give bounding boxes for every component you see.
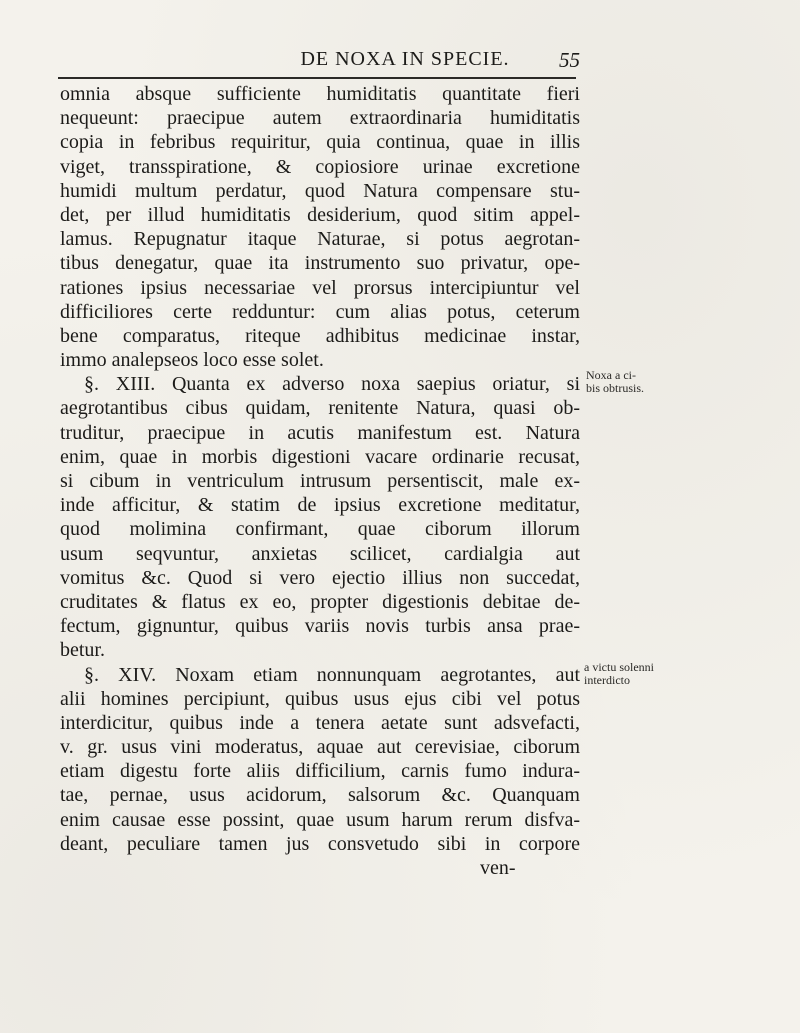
margin-note-line: Noxa a ci-: [586, 368, 636, 382]
text-line: deant, peculiare tamen jus consvetudo sibi in corpore: [60, 832, 580, 855]
paragraph-start-line: §. XIII. Quanta ex adverso noxa saepius oriatur, si: [84, 373, 580, 396]
running-head: [0, 48, 800, 78]
text-line: tibus denegatur, quae ita instrumento suo privatur, ope-: [60, 252, 580, 275]
text-line: vomitus &c. Quod si vero ejectio illius non succedat,: [60, 566, 580, 589]
text-line: tae, pernae, usus acidorum, salsorum &c. Quanquam: [60, 784, 580, 807]
paragraph-start-line: §. XIV. Noxam etiam nonnunquam aegrotantes, aut: [84, 663, 580, 686]
text-line: betur.: [60, 639, 105, 662]
header-rule: [58, 77, 576, 79]
text-line: omnia absque sufficiente humiditatis quantitate fieri: [60, 83, 580, 105]
page-number: 55: [559, 48, 580, 72]
text-line: v. gr. usus vini moderatus, aquae aut cerevisiae, ciborum: [60, 736, 580, 759]
margin-note: [586, 369, 644, 395]
margin-note-line: interdicto: [584, 673, 630, 687]
text-line: truditur, praecipue in acutis manifestum est. Natura: [60, 421, 580, 444]
text-line: si cibum in ventriculum intrusum persentiscit, male ex-: [60, 470, 580, 492]
text-line: rationes ipsius necessariae vel prorsus intercipiuntur vel: [60, 276, 580, 299]
text-line: cruditates & flatus ex eo, propter digestionis debitae de-: [60, 590, 580, 613]
catchword: ven-: [480, 857, 516, 879]
text-line: enim causae esse possint, quae usum harum rerum disfva-: [60, 808, 580, 831]
text-line: aegrotantibus cibus quidam, renitente Natura, quasi ob-: [60, 397, 580, 420]
body-text: [60, 82, 580, 880]
margin-note: [584, 661, 654, 687]
text-line: lamus. Repugnatur itaque Naturae, si potus aegrotan-: [60, 228, 580, 251]
text-line: alii homines percipiunt, quibus usus ejus cibi vel potus: [60, 687, 580, 710]
margin-note-line: bis obtrusis.: [586, 381, 645, 395]
text-line: usum seqvuntur, anxietas scilicet, cardialgia aut: [60, 542, 580, 565]
text-line: etiam digestu forte aliis difficilium, carnis fumo indura-: [60, 760, 580, 783]
text-line: immo analepseos loco esse solet.: [60, 349, 324, 372]
running-title: DE NOXA IN SPECIE.: [300, 48, 510, 70]
text-line: difficiliores certe redduntur: cum alias potus, ceterum: [60, 300, 580, 323]
text-line: fectum, gignuntur, quibus variis novis turbis ansa prae-: [60, 615, 580, 638]
text-line: viget, transspiratione, & copiosiore urinae excretione: [60, 155, 580, 178]
text-line: interdicitur, quibus inde a tenera aetate sunt adsvefacti,: [60, 711, 580, 734]
text-line: inde afficitur, & statim de ipsius excretione meditatur,: [60, 494, 580, 517]
text-line: bene comparatus, riteque adhibitus medicinae instar,: [60, 324, 580, 347]
text-line: humidi multum perdatur, quod Natura compensare stu-: [60, 179, 580, 202]
margin-note-line: a victu solenni: [584, 660, 654, 674]
text-line: det, per illud humiditatis desiderium, quod sitim appel-: [60, 203, 580, 226]
text-line: enim, quae in morbis digestioni vacare ordinarie recusat,: [60, 445, 580, 468]
text-line: copia in febribus requiritur, quia continua, quae in illis: [60, 131, 580, 154]
text-line: quod molimina confirmant, quae ciborum illorum: [60, 518, 580, 541]
text-line: nequeunt: praecipue autem extraordinaria humiditatis: [60, 107, 580, 130]
